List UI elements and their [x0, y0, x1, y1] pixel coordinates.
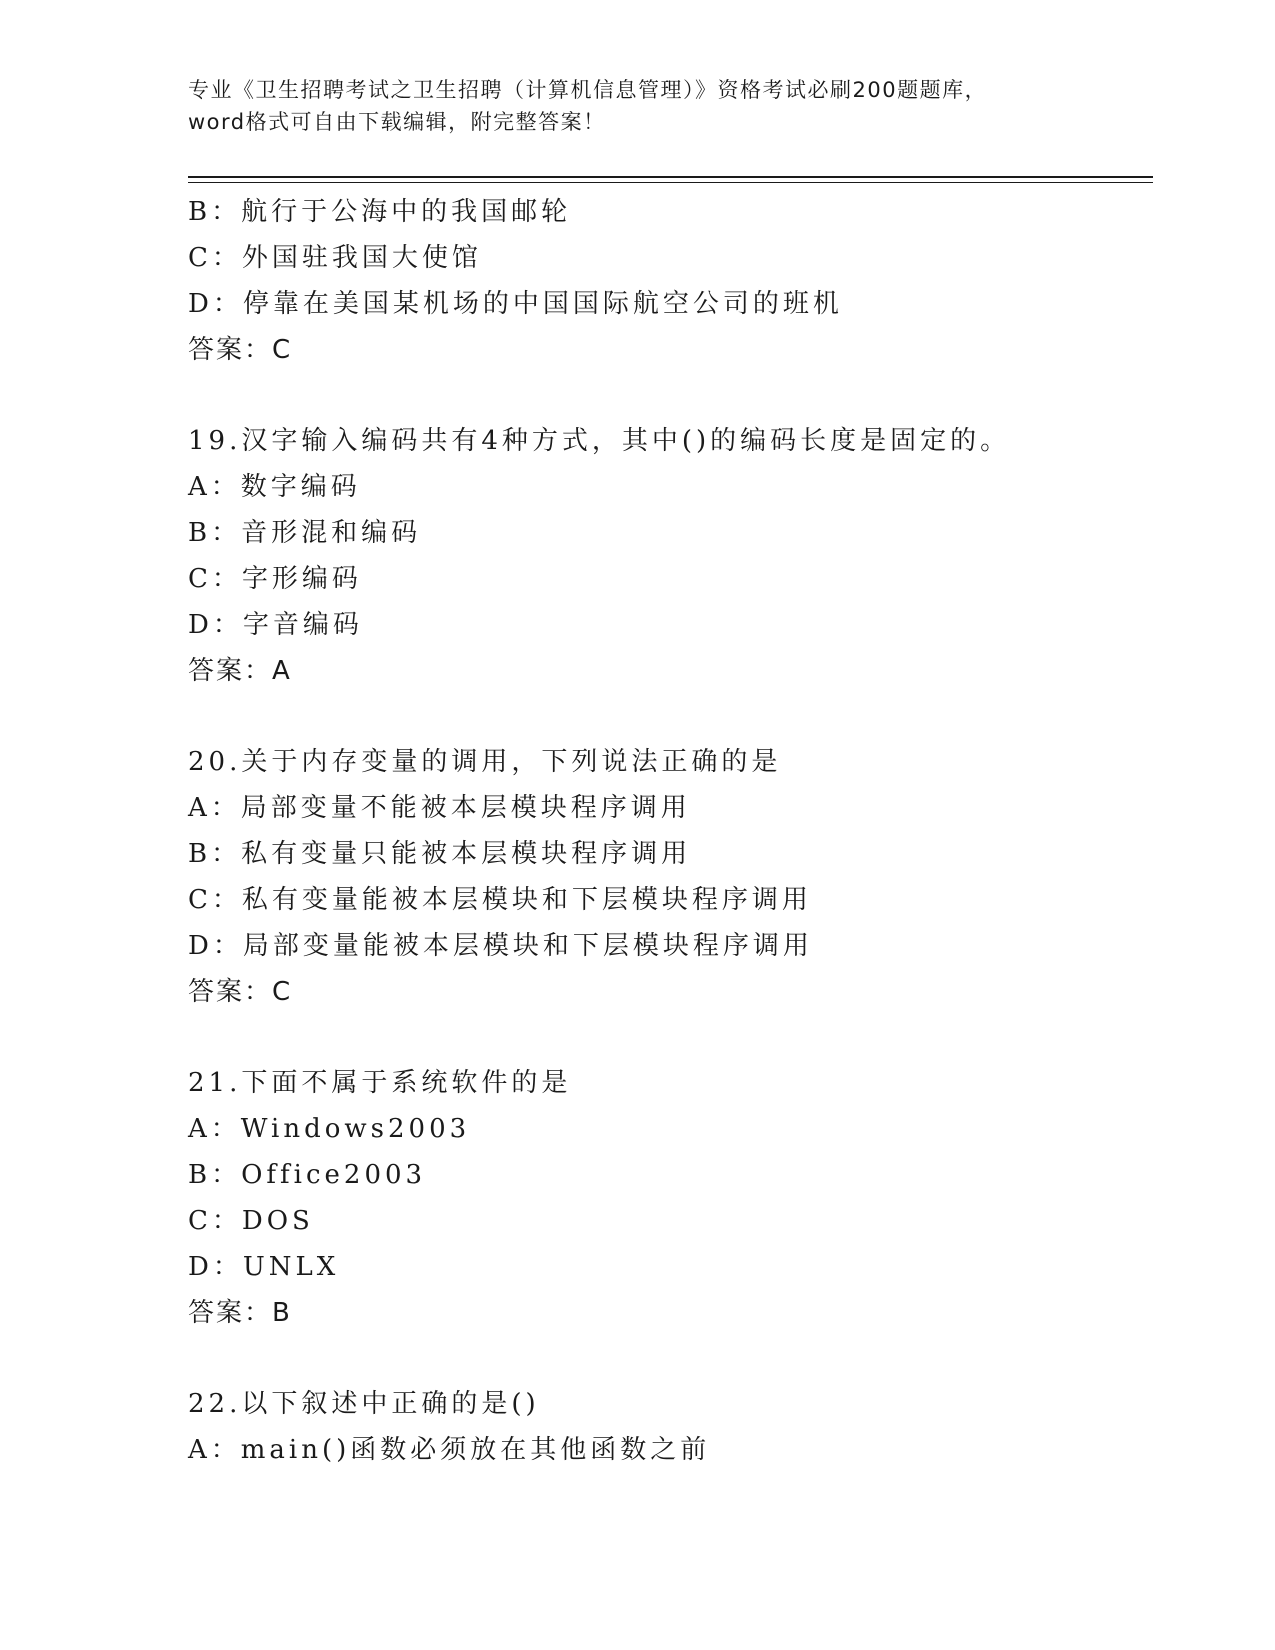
option-a: A：局部变量不能被本层模块程序调用 — [188, 793, 691, 823]
question-19 — [188, 418, 1148, 694]
header-line-2: word格式可自由下载编辑，附完整答案！ — [188, 110, 606, 134]
answer-line: 答案：A — [188, 656, 292, 686]
option-d: D：UNLX — [188, 1252, 340, 1282]
answer-line: 答案：B — [188, 1298, 292, 1328]
question-text: 20.关于内存变量的调用，下列说法正确的是 — [188, 747, 782, 777]
answer-line: 答案：C — [188, 977, 293, 1007]
option-b: B：音形混和编码 — [188, 518, 422, 548]
header-line-1: 专业《卫生招聘考试之卫生招聘（计算机信息管理）》资格考试必刷200题题库， — [188, 78, 988, 102]
question-text: 19.汉字输入编码共有4种方式，其中()的编码长度是固定的。 — [188, 426, 1011, 456]
option-a: A：main()函数必须放在其他函数之前 — [188, 1435, 711, 1465]
option-c: C：DOS — [188, 1206, 314, 1236]
spacer — [188, 373, 1148, 418]
header-divider-thick — [188, 176, 1153, 178]
option-a: A：数字编码 — [188, 472, 361, 502]
spacer — [188, 1015, 1148, 1060]
option-b: B：Office2003 — [188, 1160, 427, 1190]
option-b: B：私有变量只能被本层模块程序调用 — [188, 839, 692, 869]
question-text: 21.下面不属于系统软件的是 — [188, 1068, 572, 1098]
option-c: C：外国驻我国大使馆 — [188, 243, 482, 273]
option-d: D：停靠在美国某机场的中国国际航空公司的班机 — [188, 289, 843, 319]
answer-line: 答案：C — [188, 335, 293, 365]
header-divider-thin — [188, 182, 1153, 183]
option-d: D：字音编码 — [188, 610, 363, 640]
option-d: D：局部变量能被本层模块和下层模块程序调用 — [188, 931, 813, 961]
question-18 — [188, 189, 1148, 373]
question-list — [188, 189, 1148, 1473]
question-22 — [188, 1381, 1148, 1473]
option-a: A：Windows2003 — [188, 1114, 471, 1144]
question-21 — [188, 1060, 1148, 1336]
spacer — [188, 1336, 1148, 1381]
option-b: B：航行于公海中的我国邮轮 — [188, 197, 572, 227]
option-c: C：字形编码 — [188, 564, 362, 594]
document-header — [188, 74, 1088, 138]
question-20 — [188, 739, 1148, 1015]
option-c: C：私有变量能被本层模块和下层模块程序调用 — [188, 885, 812, 915]
question-text: 22.以下叙述中正确的是() — [188, 1389, 540, 1419]
spacer — [188, 694, 1148, 739]
